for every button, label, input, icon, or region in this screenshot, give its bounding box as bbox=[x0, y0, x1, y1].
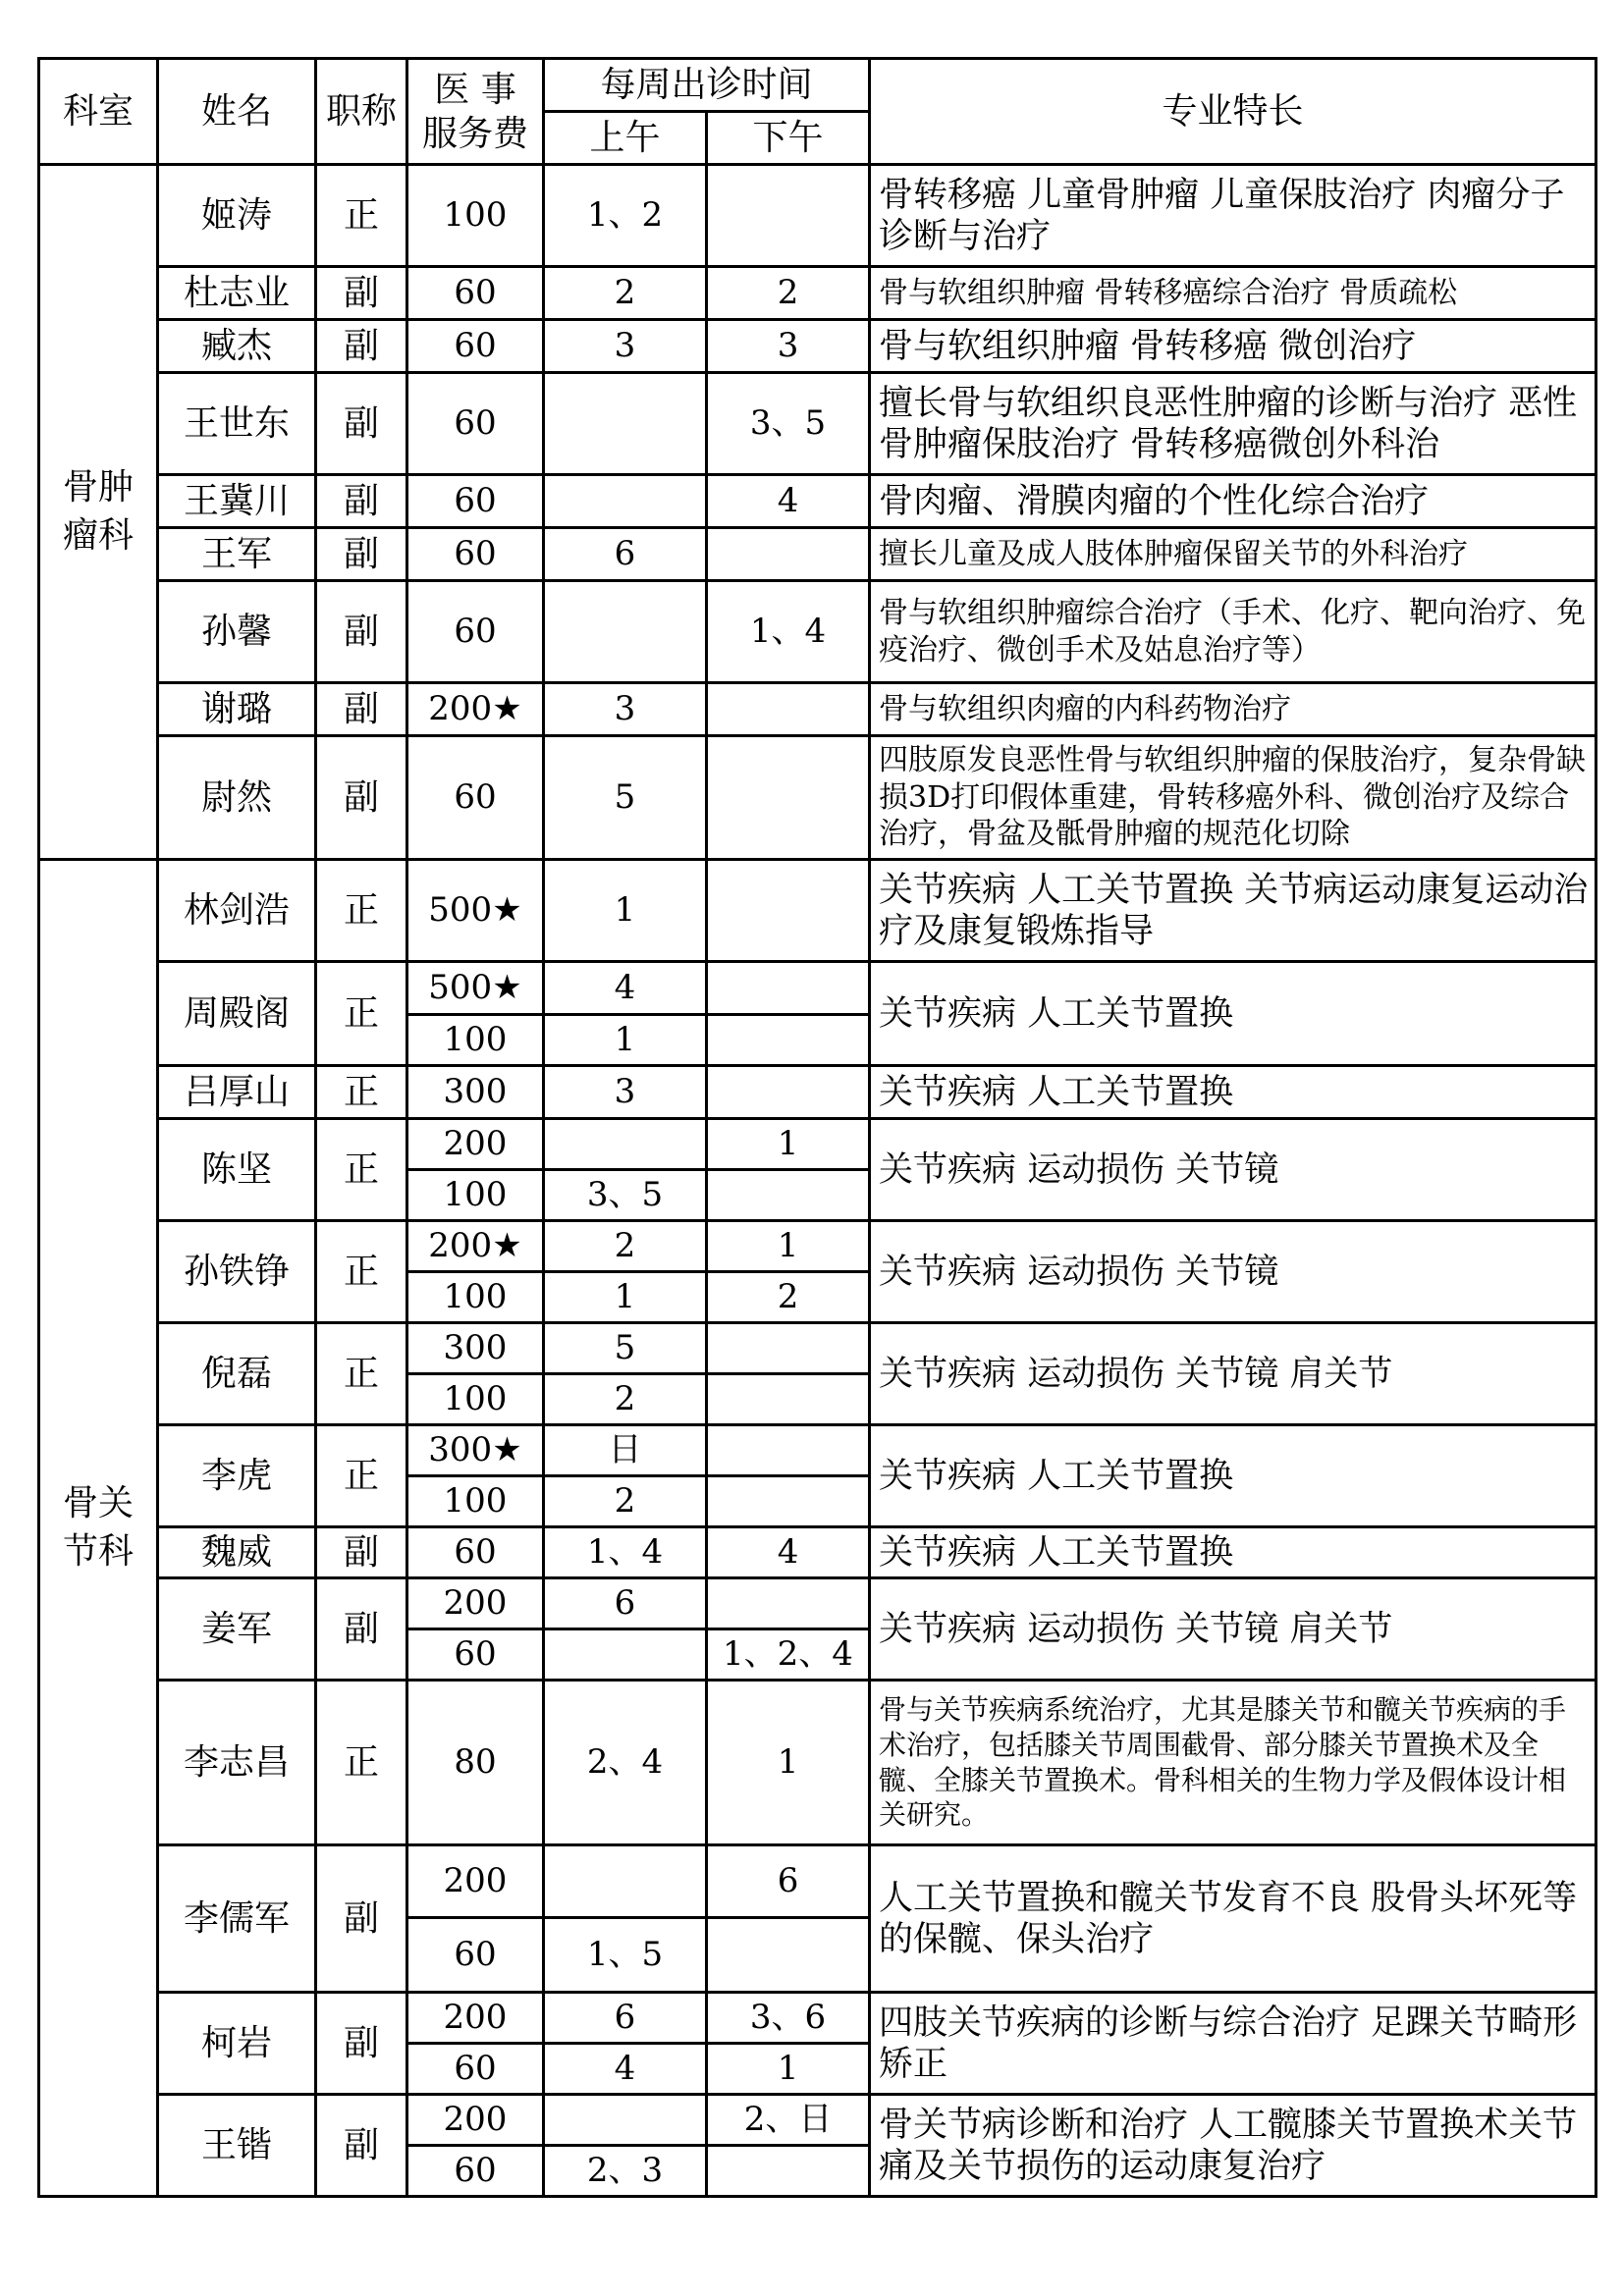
table-row bbox=[39, 736, 1596, 860]
morning-slot: 2 bbox=[544, 267, 707, 320]
header-time: 每周出诊时间 bbox=[544, 59, 870, 112]
morning-slot: 6 bbox=[544, 1578, 707, 1629]
doctor-name: 孙馨 bbox=[158, 581, 316, 683]
doctor-name: 王锴 bbox=[158, 2095, 316, 2197]
fee-cell: 200 bbox=[407, 1578, 544, 1629]
morning-slot: 5 bbox=[544, 736, 707, 860]
doctor-name: 陈坚 bbox=[158, 1119, 316, 1221]
afternoon-slot bbox=[707, 528, 870, 581]
table-row bbox=[39, 1425, 1596, 1476]
table-row bbox=[39, 1323, 1596, 1374]
afternoon-slot bbox=[707, 860, 870, 962]
dept-cell: 骨关 节科 bbox=[39, 860, 158, 2197]
table-row bbox=[39, 1845, 1596, 1918]
fee-cell: 60 bbox=[407, 1918, 544, 1993]
morning-slot: 日 bbox=[544, 1425, 707, 1476]
afternoon-slot bbox=[707, 1323, 870, 1374]
specialty-cell: 四肢关节疾病的诊断与综合治疗 足踝关节畸形矫正 bbox=[870, 1993, 1596, 2095]
doctor-name: 王军 bbox=[158, 528, 316, 581]
morning-slot: 3 bbox=[544, 320, 707, 373]
afternoon-slot: 1、4 bbox=[707, 581, 870, 683]
morning-slot: 2 bbox=[544, 1476, 707, 1527]
morning-slot: 2 bbox=[544, 1221, 707, 1272]
table-row bbox=[39, 1221, 1596, 1272]
morning-slot: 1 bbox=[544, 860, 707, 962]
doctor-title: 副 bbox=[316, 1527, 407, 1578]
doctor-title: 正 bbox=[316, 1681, 407, 1845]
fee-cell: 60 bbox=[407, 475, 544, 528]
fee-cell: 60 bbox=[407, 528, 544, 581]
clinic-schedule-table bbox=[37, 57, 1597, 2198]
table-row bbox=[39, 373, 1596, 475]
morning-slot: 3 bbox=[544, 683, 707, 736]
doctor-title: 副 bbox=[316, 1845, 407, 1993]
doctor-title: 副 bbox=[316, 2095, 407, 2197]
fee-cell: 300★ bbox=[407, 1425, 544, 1476]
fee-cell: 60 bbox=[407, 373, 544, 475]
header-am: 上午 bbox=[544, 112, 707, 165]
schedule-body bbox=[39, 165, 1596, 2197]
afternoon-slot bbox=[707, 1918, 870, 1993]
afternoon-slot: 2 bbox=[707, 1272, 870, 1323]
doctor-title: 正 bbox=[316, 860, 407, 962]
morning-slot bbox=[544, 1845, 707, 1918]
afternoon-slot bbox=[707, 1476, 870, 1527]
morning-slot: 1 bbox=[544, 1272, 707, 1323]
afternoon-slot bbox=[707, 1374, 870, 1425]
doctor-name: 孙铁铮 bbox=[158, 1221, 316, 1323]
fee-cell: 100 bbox=[407, 1272, 544, 1323]
table-row bbox=[39, 2095, 1596, 2146]
doctor-title: 正 bbox=[316, 1066, 407, 1119]
doctor-title: 正 bbox=[316, 1221, 407, 1323]
fee-cell: 100 bbox=[407, 1374, 544, 1425]
table-row bbox=[39, 1119, 1596, 1170]
afternoon-slot bbox=[707, 165, 870, 267]
doctor-title: 正 bbox=[316, 1323, 407, 1425]
afternoon-slot: 3、6 bbox=[707, 1993, 870, 2044]
doctor-title: 正 bbox=[316, 1425, 407, 1527]
header-fee-line1: 医 事 bbox=[434, 69, 516, 110]
afternoon-slot: 1 bbox=[707, 1221, 870, 1272]
afternoon-slot bbox=[707, 736, 870, 860]
fee-cell: 300 bbox=[407, 1323, 544, 1374]
specialty-cell: 人工关节置换和髋关节发育不良 股骨头坏死等的保髋、保头治疗 bbox=[870, 1845, 1596, 1993]
afternoon-slot bbox=[707, 962, 870, 1015]
doctor-title: 副 bbox=[316, 1578, 407, 1681]
fee-cell: 60 bbox=[407, 1527, 544, 1578]
afternoon-slot: 1 bbox=[707, 1681, 870, 1845]
fee-cell: 100 bbox=[407, 1015, 544, 1066]
doctor-name: 周殿阁 bbox=[158, 962, 316, 1066]
specialty-cell: 关节疾病 运动损伤 关节镜 bbox=[870, 1221, 1596, 1323]
specialty-cell: 骨关节病诊断和治疗 人工髋膝关节置换术关节痛及关节损伤的运动康复治疗 bbox=[870, 2095, 1596, 2197]
specialty-cell: 骨与软组织肉瘤的内科药物治疗 bbox=[870, 683, 1596, 736]
morning-slot: 6 bbox=[544, 1993, 707, 2044]
doctor-title: 副 bbox=[316, 736, 407, 860]
table-row bbox=[39, 581, 1596, 683]
header-title: 职称 bbox=[316, 59, 407, 165]
doctor-title: 副 bbox=[316, 373, 407, 475]
specialty-cell: 骨与软组织肿瘤综合治疗（手术、化疗、靶向治疗、免疫治疗、微创手术及姑息治疗等） bbox=[870, 581, 1596, 683]
morning-slot bbox=[544, 2095, 707, 2146]
table-row bbox=[39, 320, 1596, 373]
header-spec: 专业特长 bbox=[870, 59, 1596, 165]
fee-cell: 80 bbox=[407, 1681, 544, 1845]
doctor-title: 副 bbox=[316, 581, 407, 683]
fee-cell: 200 bbox=[407, 1845, 544, 1918]
morning-slot bbox=[544, 581, 707, 683]
fee-cell: 200★ bbox=[407, 683, 544, 736]
table-row bbox=[39, 267, 1596, 320]
specialty-cell: 四肢原发良恶性骨与软组织肿瘤的保肢治疗，复杂骨缺损3D打印假体重建，骨转移癌外科、微创治疗及综合治疗，骨盆及骶骨肿瘤的规范化切除 bbox=[870, 736, 1596, 860]
morning-slot: 1、5 bbox=[544, 1918, 707, 1993]
fee-cell: 60 bbox=[407, 267, 544, 320]
specialty-cell: 骨肉瘤、滑膜肉瘤的个性化综合治疗 bbox=[870, 475, 1596, 528]
afternoon-slot: 4 bbox=[707, 1527, 870, 1578]
afternoon-slot: 3、5 bbox=[707, 373, 870, 475]
doctor-name: 王冀川 bbox=[158, 475, 316, 528]
afternoon-slot: 6 bbox=[707, 1845, 870, 1918]
doctor-name: 吕厚山 bbox=[158, 1066, 316, 1119]
doctor-name: 柯岩 bbox=[158, 1993, 316, 2095]
morning-slot bbox=[544, 1629, 707, 1681]
morning-slot: 3 bbox=[544, 1066, 707, 1119]
afternoon-slot: 1 bbox=[707, 2044, 870, 2095]
header-pm: 下午 bbox=[707, 112, 870, 165]
specialty-cell: 关节疾病 人工关节置换 关节病运动康复运动治疗及康复锻炼指导 bbox=[870, 860, 1596, 962]
specialty-cell: 关节疾病 人工关节置换 bbox=[870, 1066, 1596, 1119]
morning-slot bbox=[544, 475, 707, 528]
specialty-cell: 擅长骨与软组织良恶性肿瘤的诊断与治疗 恶性骨肿瘤保肢治疗 骨转移癌微创外科治 bbox=[870, 373, 1596, 475]
fee-cell: 60 bbox=[407, 320, 544, 373]
doctor-title: 正 bbox=[316, 165, 407, 267]
table-row bbox=[39, 962, 1596, 1015]
morning-slot: 1、4 bbox=[544, 1527, 707, 1578]
fee-cell: 300 bbox=[407, 1066, 544, 1119]
doctor-name: 王世东 bbox=[158, 373, 316, 475]
header-fee bbox=[407, 59, 544, 165]
table-row bbox=[39, 165, 1596, 267]
afternoon-slot bbox=[707, 683, 870, 736]
specialty-cell: 擅长儿童及成人肢体肿瘤保留关节的外科治疗 bbox=[870, 528, 1596, 581]
fee-cell: 200 bbox=[407, 1119, 544, 1170]
specialty-cell: 关节疾病 运动损伤 关节镜 肩关节 bbox=[870, 1578, 1596, 1681]
specialty-cell: 关节疾病 人工关节置换 bbox=[870, 1527, 1596, 1578]
specialty-cell: 骨与软组织肿瘤 骨转移癌综合治疗 骨质疏松 bbox=[870, 267, 1596, 320]
afternoon-slot: 2、日 bbox=[707, 2095, 870, 2146]
doctor-name: 谢璐 bbox=[158, 683, 316, 736]
specialty-cell: 关节疾病 运动损伤 关节镜 bbox=[870, 1119, 1596, 1221]
afternoon-slot bbox=[707, 1015, 870, 1066]
table-row bbox=[39, 860, 1596, 962]
doctor-name: 李虎 bbox=[158, 1425, 316, 1527]
fee-cell: 100 bbox=[407, 1476, 544, 1527]
fee-cell: 60 bbox=[407, 2044, 544, 2095]
morning-slot: 4 bbox=[544, 962, 707, 1015]
fee-cell: 500★ bbox=[407, 962, 544, 1015]
doctor-name: 倪磊 bbox=[158, 1323, 316, 1425]
afternoon-slot: 2 bbox=[707, 267, 870, 320]
doctor-name: 李志昌 bbox=[158, 1681, 316, 1845]
fee-cell: 60 bbox=[407, 581, 544, 683]
doctor-title: 副 bbox=[316, 683, 407, 736]
table-row bbox=[39, 528, 1596, 581]
doctor-title: 副 bbox=[316, 267, 407, 320]
doctor-name: 臧杰 bbox=[158, 320, 316, 373]
morning-slot: 4 bbox=[544, 2044, 707, 2095]
fee-cell: 200 bbox=[407, 1993, 544, 2044]
fee-cell: 200★ bbox=[407, 1221, 544, 1272]
fee-cell: 100 bbox=[407, 165, 544, 267]
afternoon-slot bbox=[707, 2146, 870, 2197]
table-row bbox=[39, 1681, 1596, 1845]
dept-cell: 骨肿 瘤科 bbox=[39, 165, 158, 860]
header-name: 姓名 bbox=[158, 59, 316, 165]
doctor-title: 副 bbox=[316, 1993, 407, 2095]
doctor-name: 魏威 bbox=[158, 1527, 316, 1578]
specialty-cell: 关节疾病 运动损伤 关节镜 肩关节 bbox=[870, 1323, 1596, 1425]
morning-slot: 1 bbox=[544, 1015, 707, 1066]
doctor-name: 姬涛 bbox=[158, 165, 316, 267]
morning-slot: 2、4 bbox=[544, 1681, 707, 1845]
fee-cell: 60 bbox=[407, 1629, 544, 1681]
specialty-cell: 骨与软组织肿瘤 骨转移癌 微创治疗 bbox=[870, 320, 1596, 373]
table-row bbox=[39, 1066, 1596, 1119]
afternoon-slot: 3 bbox=[707, 320, 870, 373]
fee-cell: 500★ bbox=[407, 860, 544, 962]
fee-cell: 60 bbox=[407, 2146, 544, 2197]
specialty-cell: 骨与关节疾病系统治疗，尤其是膝关节和髋关节疾病的手术治疗，包括膝关节周围截骨、部分膝关节置换术及全髋、全膝关节置换术。骨科相关的生物力学及假体设计相关研究。 bbox=[870, 1681, 1596, 1845]
morning-slot: 3、5 bbox=[544, 1170, 707, 1221]
doctor-title: 副 bbox=[316, 475, 407, 528]
morning-slot: 2 bbox=[544, 1374, 707, 1425]
morning-slot: 1、2 bbox=[544, 165, 707, 267]
header-dept: 科室 bbox=[39, 59, 158, 165]
table-row bbox=[39, 1993, 1596, 2044]
header-fee-line2: 服务费 bbox=[421, 113, 528, 154]
morning-slot: 5 bbox=[544, 1323, 707, 1374]
table-row bbox=[39, 1578, 1596, 1629]
afternoon-slot: 1、2、4 bbox=[707, 1629, 870, 1681]
fee-cell: 100 bbox=[407, 1170, 544, 1221]
morning-slot bbox=[544, 373, 707, 475]
doctor-name: 姜军 bbox=[158, 1578, 316, 1681]
afternoon-slot bbox=[707, 1425, 870, 1476]
table-row bbox=[39, 1527, 1596, 1578]
morning-slot bbox=[544, 1119, 707, 1170]
fee-cell: 200 bbox=[407, 2095, 544, 2146]
table-row bbox=[39, 683, 1596, 736]
doctor-name: 林剑浩 bbox=[158, 860, 316, 962]
specialty-cell: 关节疾病 人工关节置换 bbox=[870, 962, 1596, 1066]
table-row bbox=[39, 475, 1596, 528]
afternoon-slot bbox=[707, 1578, 870, 1629]
afternoon-slot bbox=[707, 1170, 870, 1221]
afternoon-slot: 1 bbox=[707, 1119, 870, 1170]
morning-slot: 6 bbox=[544, 528, 707, 581]
doctor-title: 副 bbox=[316, 528, 407, 581]
doctor-name: 杜志业 bbox=[158, 267, 316, 320]
doctor-name: 尉然 bbox=[158, 736, 316, 860]
doctor-name: 李儒军 bbox=[158, 1845, 316, 1993]
morning-slot: 2、3 bbox=[544, 2146, 707, 2197]
specialty-cell: 骨转移癌 儿童骨肿瘤 儿童保肢治疗 肉瘤分子 诊断与治疗 bbox=[870, 165, 1596, 267]
afternoon-slot: 4 bbox=[707, 475, 870, 528]
afternoon-slot bbox=[707, 1066, 870, 1119]
doctor-title: 副 bbox=[316, 320, 407, 373]
doctor-title: 正 bbox=[316, 962, 407, 1066]
specialty-cell: 关节疾病 人工关节置换 bbox=[870, 1425, 1596, 1527]
doctor-title: 正 bbox=[316, 1119, 407, 1221]
fee-cell: 60 bbox=[407, 736, 544, 860]
